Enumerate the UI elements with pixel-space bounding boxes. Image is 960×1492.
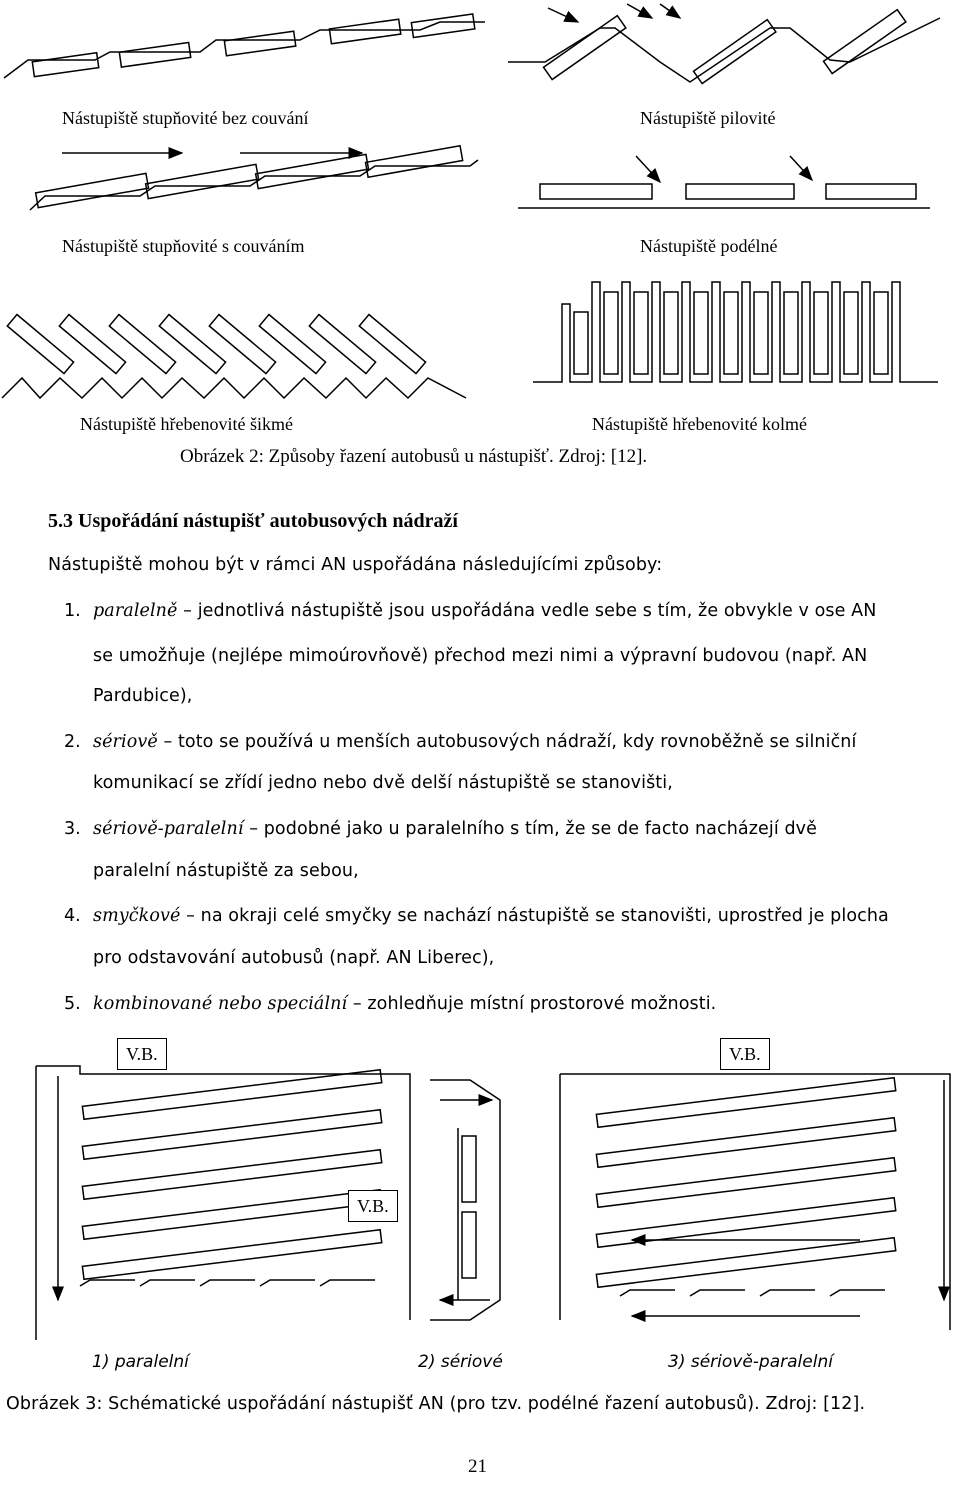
list-item-line bbox=[93, 601, 876, 621]
list-item-line: pro odstavování autobusů (např. AN Liberec), bbox=[93, 948, 495, 968]
label-hrebenovite-sikme: Nástupiště hřebenovité šikmé bbox=[80, 414, 293, 434]
list-item-line: paralelní nástupiště za sebou, bbox=[93, 861, 359, 881]
label-pilovite: Nástupiště pilovité bbox=[640, 108, 776, 128]
list-item-line bbox=[93, 994, 716, 1014]
list-item-term: sériově bbox=[93, 732, 158, 752]
vb-label-seriove: V.B. bbox=[348, 1190, 398, 1222]
drawing-hrebenovite-sikme bbox=[2, 314, 466, 398]
label-stupnovite-s-couvanim: Nástupiště stupňovité s couváním bbox=[62, 236, 305, 256]
drawing-seriove bbox=[430, 1080, 500, 1320]
drawing-podelne bbox=[518, 156, 930, 208]
section-heading: 5.3 Uspořádání nástupišť autobusových nádraží bbox=[48, 510, 458, 532]
list-item-term: kombinované nebo speciální bbox=[93, 994, 348, 1014]
list-item-line: Pardubice), bbox=[93, 686, 193, 706]
list-item-number: 5. bbox=[64, 994, 81, 1014]
vb-label-seriove-paralelni: V.B. bbox=[720, 1038, 770, 1070]
label-paralelni: 1) paralelní bbox=[92, 1352, 189, 1372]
drawing-seriove-paralelni bbox=[560, 1074, 950, 1330]
figure-2-caption: Obrázek 2: Způsoby řazení autobusů u nástupišť. Zdroj: [12]. bbox=[180, 446, 648, 467]
label-hrebenovite-kolme: Nástupiště hřebenovité kolmé bbox=[592, 414, 807, 434]
list-item-term: smyčkové bbox=[93, 906, 181, 926]
list-item-line bbox=[93, 906, 889, 926]
list-item-number: 4. bbox=[64, 906, 81, 926]
page-number: 21 bbox=[468, 1456, 487, 1477]
list-item-text: – toto se používá u menších autobusových nádraží, kdy rovnoběžně se silniční bbox=[157, 732, 857, 752]
drawing-stupnovite-s-couvanim bbox=[30, 146, 478, 210]
list-item-text: – jednotlivá nástupiště jsou uspořádána vedle sebe s tím, že obvykle v ose AN bbox=[177, 601, 877, 621]
list-item-line: se umožňuje (nejlépe mimoúrovňově) přechod mezi nimi a výpravní budovou (např. AN bbox=[93, 646, 868, 666]
list-item-line bbox=[93, 819, 817, 839]
list-item-line bbox=[93, 732, 856, 752]
list-item-number: 2. bbox=[64, 732, 81, 752]
list-item-term: paralelně bbox=[93, 601, 178, 621]
vb-label-paralelni: V.B. bbox=[117, 1038, 167, 1070]
label-podelne: Nástupiště podélné bbox=[640, 236, 778, 256]
drawing-hrebenovite-kolme bbox=[533, 282, 938, 382]
list-item-text: – podobné jako u paralelního s tím, že se de facto nacházejí dvě bbox=[243, 819, 817, 839]
list-item-number: 1. bbox=[64, 601, 81, 621]
list-item-term: sériově-paralelní bbox=[93, 819, 244, 839]
drawing-stupnovite-bez-couvani bbox=[4, 14, 485, 78]
figure-3-caption: Obrázek 3: Schématické uspořádání nástupišť AN (pro tzv. podélné řazení autobusů). Zdroj: [12]. bbox=[6, 1394, 866, 1414]
list-item-text: – zohledňuje místní prostorové možnosti. bbox=[347, 994, 717, 1014]
list-item-number: 3. bbox=[64, 819, 81, 839]
section-intro: Nástupiště mohou být v rámci AN uspořádána následujícími způsoby: bbox=[48, 555, 663, 575]
list-item-line: komunikací se zřídí jedno nebo dvě delší nástupiště se stanovišti, bbox=[93, 773, 673, 793]
label-seriove: 2) sériové bbox=[418, 1352, 503, 1372]
drawing-pilovite bbox=[508, 4, 940, 84]
list-item-text: – na okraji celé smyčky se nachází nástupiště se stanovišti, uprostřed je plocha bbox=[180, 906, 889, 926]
label-seriove-paralelni: 3) sériově-paralelní bbox=[668, 1352, 833, 1372]
label-stupnovite-bez-couvani: Nástupiště stupňovité bez couvání bbox=[62, 108, 309, 128]
